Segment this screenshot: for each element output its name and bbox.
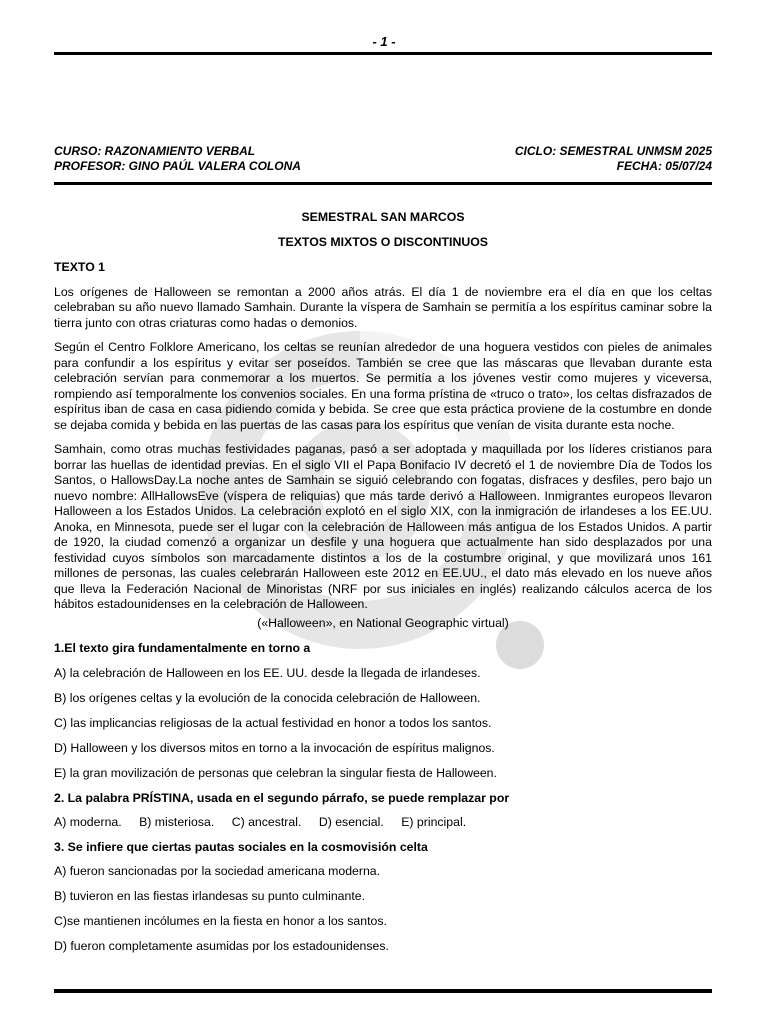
q1-option-d: D) Halloween y los diversos mitos en torno a la invocación de espíritus malignos. [54, 740, 495, 755]
question-2: 2. La palabra PRÍSTINA, usada en el segundo párrafo, se puede remplazar por [54, 790, 510, 805]
document-subtitle: TEXTOS MIXTOS O DISCONTINUOS [278, 234, 488, 249]
q3-option-d: D) fueron completamente asumidas por los estadounidenses. [54, 939, 389, 953]
paragraph-2: Según el Centro Folklore Americano, los celtas se reunían alrededor de una hoguera vestidos con pieles de animales para confundir a los espíritus y evitar ser poseídos. También se cree que las máscaras que llevaban durante esta celebración servían para conmemorar a los muertos. Se permitía a los jóvenes vestir como mujeres y viceversa, rompiendo así temporalmente los convenios sociales. En una forma prístina de «truco o trato», los celtas disfrazados de espíritus iban de casa en casa pidiendo comida y bebida. Se cree que esta práctica proviene de la costumbre en donde se dejaba comida y bebida en las puertas de las casas para los espíritus que venían de visita durante esta noche. [54, 340, 712, 432]
course-label: CURSO: RAZONAMIENTO VERBAL [54, 144, 256, 158]
q3-option-a: A) fueron sancionadas por la sociedad americana moderna. [54, 864, 381, 878]
q2-option-a: A) moderna. [54, 815, 122, 829]
paragraph-1: Los orígenes de Halloween se remontan a 2000 años atrás. El día 1 de noviembre era el día en que los celtas celebraban su año nuevo llamado Samhain. Durante la víspera de Samhain se permitía a los espíritus caminar sobre la tierra junto con otras criaturas como hadas o demonios. [54, 284, 712, 330]
professor-label: PROFESOR: GINO PAÚL VALERA COLONA [54, 159, 301, 173]
header-rule [54, 182, 712, 185]
document-body [54, 210, 712, 964]
top-rule [54, 52, 712, 55]
q1-option-c: C) las implicancias religiosas de la actual festividad en honor a todos los santos. [54, 715, 492, 730]
question-1: 1.El texto gira fundamentalmente en torno a [54, 641, 311, 655]
page-number: - 1 - [372, 34, 396, 49]
citation: («Halloween», en National Geographic virtual) [257, 615, 509, 630]
section-heading: TEXTO 1 [54, 260, 106, 274]
q2-option-b: B) misteriosa. [139, 815, 215, 829]
q3-option-b: B) tuvieron en las fiestas irlandesas su punto culminante. [54, 889, 366, 903]
q1-option-e: E) la gran movilización de personas que celebran la singular fiesta de Halloween. [54, 765, 497, 780]
q3-option-c: C)se mantienen incólumes en la fiesta en honor a los santos. [54, 914, 387, 928]
q1-option-a: A) la celebración de Halloween en los EE. UU. desde la llegada de irlandeses. [54, 665, 481, 680]
document-title: SEMESTRAL SAN MARCOS [301, 210, 465, 224]
q2-option-c: C) ancestral. [231, 815, 302, 829]
q2-options [54, 815, 712, 831]
paragraph-3: Samhain, como otras muchas festividades paganas, pasó a ser adoptada y maquillada por los líderes cristianos para borrar las huellas de identidad previas. En el siglo VII el Papa Bonifacio IV decretó el 1 de noviembre Día de Todos los Santos, o HallowsDay.La noche antes de Samhain se siguió celebrando con fogatas, disfraces y desfiles, pero bajo un nuevo nombre: AllHallowsEve (víspera de reliquias) que más tarde derivó a Halloween. Inmigrantes europeos llevaron Halloween a los Estados Unidos. La celebración explotó en el siglo XIX, con la inmigración de irlandeses a los EE.UU. Anoka, en Minnesota, puede ser el lugar con la celebración de Halloween más antigua de los Estados Unidos. A partir de 1920, la ciudad comenzó a organizar un desfile y una hoguera que actualmente han sido desplazados por una festividad cuyos símbolos son marcadamente distintos a los de la costumbre original, y que movilizará unos 161 millones de personas, las cuales celebrarán Halloween este 2012 en EE.UU., el dato más elevado en los nueve años que lleva la Federación Nacional de Minoristas (NRF por sus iniciales en inglés) realizando cálculos acerca de los hábitos estadounidenses en la celebración de Halloween. [54, 442, 712, 611]
q2-option-e: E) principal. [401, 815, 467, 829]
question-3: 3. Se infiere que ciertas pautas sociales en la cosmovisión celta [54, 839, 428, 854]
q1-option-b: B) los orígenes celtas y la evolución de la conocida celebración de Halloween. [54, 690, 481, 705]
footer-rule [54, 989, 712, 993]
date-label: FECHA: 05/07/24 [616, 159, 712, 173]
cycle-label: CICLO: SEMESTRAL UNMSM 2025 [514, 144, 712, 158]
q2-option-d: D) esencial. [318, 815, 384, 829]
